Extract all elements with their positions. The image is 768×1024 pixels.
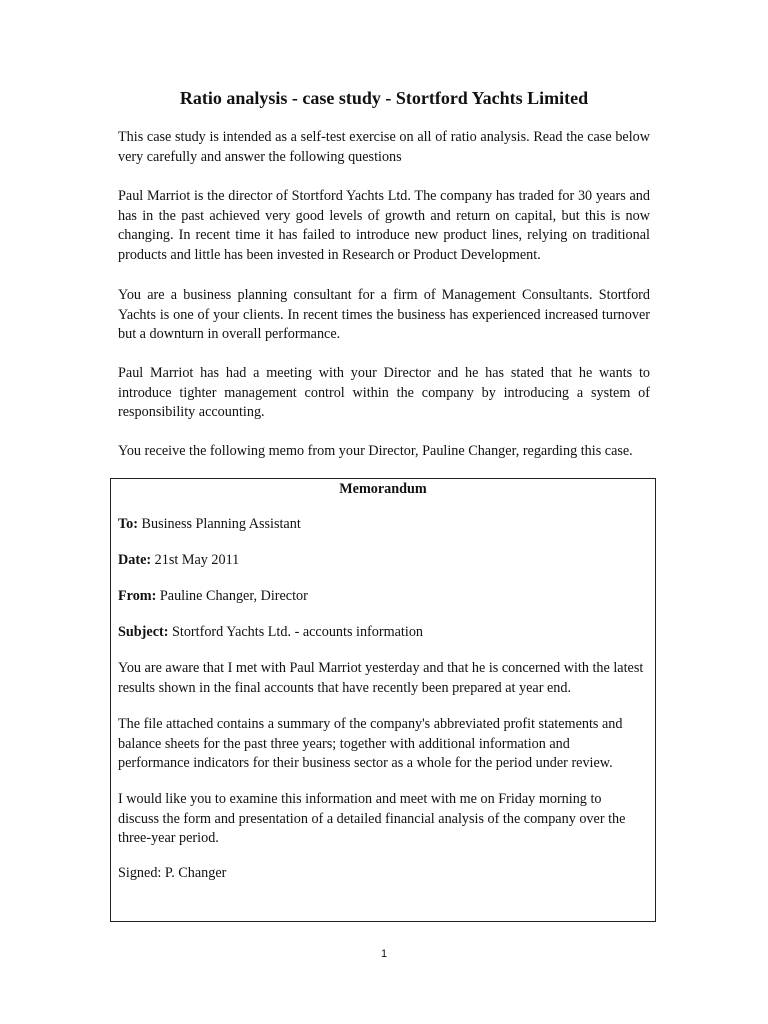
memo-heading: Memorandum bbox=[339, 481, 427, 497]
memo-intro-paragraph: You receive the following memo from your Director, Pauline Changer, regarding this case. bbox=[118, 443, 633, 459]
memo-body-paragraph: You are aware that I met with Paul Marriot yesterday and that he is concerned with the latest results shown in the final accounts that have recently been prepared at year end. bbox=[118, 660, 644, 696]
page-number: 1 bbox=[380, 948, 388, 960]
memo-subject-label: Subject: bbox=[118, 624, 169, 640]
memo-subject-value: Stortford Yachts Ltd. - accounts information bbox=[168, 624, 424, 640]
intro-paragraph: This case study is intended as a self-test exercise on all of ratio analysis. Read the case below very carefully and answer the following questions bbox=[118, 129, 650, 165]
memo-date-label: Date: bbox=[118, 552, 152, 568]
memorandum-box bbox=[110, 478, 656, 922]
memo-body-paragraph: I would like you to examine this information and meet with me on Friday morning to discuss the form and presentation of a detailed financial analysis of the company over the three-year period. bbox=[118, 791, 626, 846]
memo-body-paragraph: The file attached contains a summary of the company's abbreviated profit statements and balance sheets for the past three years; together with additional information and performance indicators for their business sector as a whole for the period under review. bbox=[118, 716, 623, 771]
meeting-paragraph: Paul Marriot has had a meeting with your Director and he has stated that he wants to introduce tighter management control within the company by introducing a system of responsibility accounting. bbox=[118, 365, 650, 420]
memo-subject bbox=[118, 623, 644, 643]
memo-from-value: Pauline Changer, Director bbox=[156, 588, 308, 604]
document-title: Ratio analysis - case study - Stortford Yachts Limited bbox=[179, 88, 589, 108]
memo-signature: Signed: P. Changer bbox=[118, 865, 227, 881]
memo-to-value: Business Planning Assistant bbox=[137, 516, 301, 532]
consultant-paragraph: You are a business planning consultant for a firm of Management Consultants. Stortford Yachts is one of your clients. In recent times the business has experienced increased turnover but a downturn in overall performance. bbox=[118, 287, 650, 342]
memo-date-value: 21st May 2011 bbox=[151, 552, 240, 568]
memo-date bbox=[118, 551, 644, 571]
memo-to-label: To: bbox=[118, 516, 138, 532]
memo-to bbox=[118, 515, 644, 535]
memo-from-label: From: bbox=[118, 588, 157, 604]
background-paragraph: Paul Marriot is the director of Stortford Yachts Ltd. The company has traded for 30 years and has in the past achieved very good levels of growth and return on capital, but this is now changing. In recent time it has failed to introduce new product lines, relying on traditional products and little has been invested in Research or Product Development. bbox=[118, 188, 650, 263]
memo-from bbox=[118, 587, 644, 607]
